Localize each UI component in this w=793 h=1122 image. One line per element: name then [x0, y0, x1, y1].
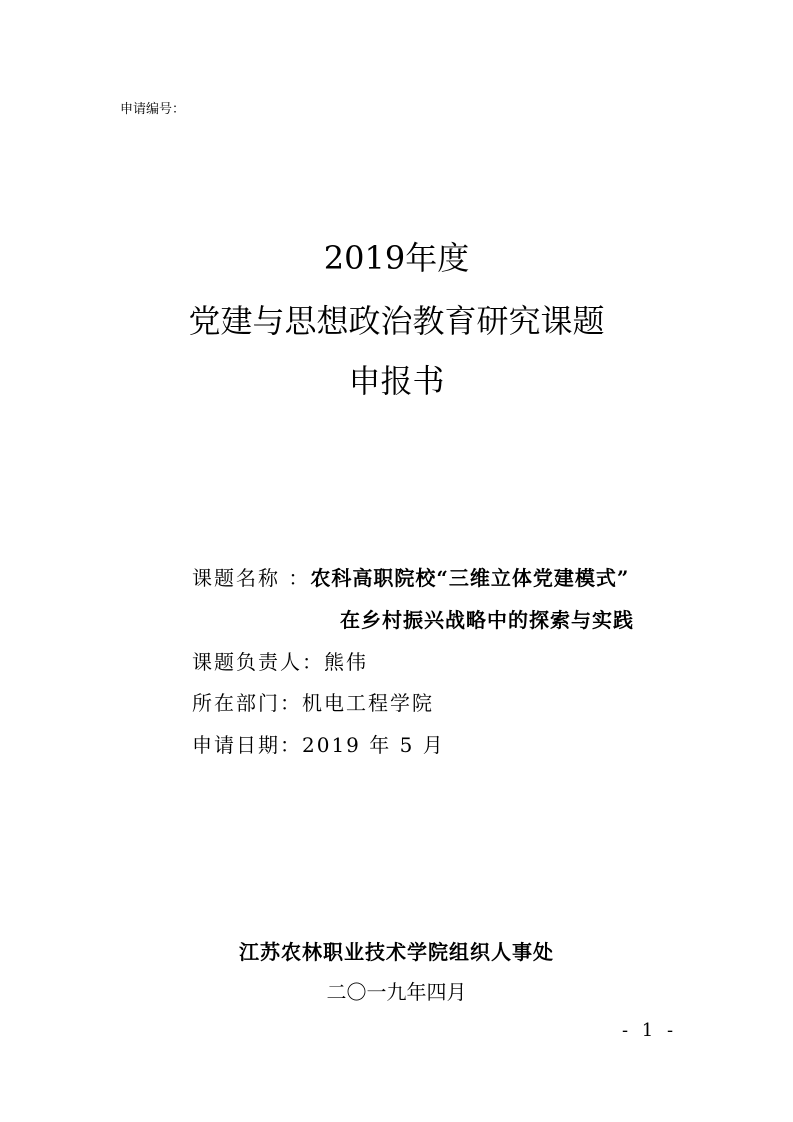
department-value: 机电工程学院 — [302, 691, 434, 715]
title-subtitle: 申报书 — [348, 362, 445, 400]
application-date-row — [192, 729, 445, 758]
topic-value-line2: 在乡村振兴战略中的探索与实践 — [340, 608, 634, 632]
title-year: 2019年度 — [323, 239, 470, 277]
issuing-organization: 江苏农林职业技术学院组织人事处 — [239, 940, 554, 964]
leader-value: 熊伟 — [324, 650, 368, 674]
topic-label: 课题名称 ： — [192, 566, 311, 590]
application-date-label: 申请日期： — [192, 733, 302, 757]
issue-date: 二〇一九年四月 — [326, 980, 467, 1004]
title-main: 党建与思想政治教育研究课题 — [188, 302, 605, 340]
department-label: 所在部门： — [192, 691, 302, 715]
department-row — [192, 687, 434, 716]
application-date-value: 2019 年 5 月 — [302, 733, 445, 757]
page-number: - 1 - — [622, 1020, 678, 1041]
leader-row — [192, 646, 368, 675]
topic-row — [192, 562, 629, 591]
topic-value-line1: 农科高职院校“三维立体党建模式” — [310, 566, 630, 590]
application-number-label: 申请编号： — [120, 102, 186, 117]
leader-label: 课题负责人： — [192, 650, 324, 674]
